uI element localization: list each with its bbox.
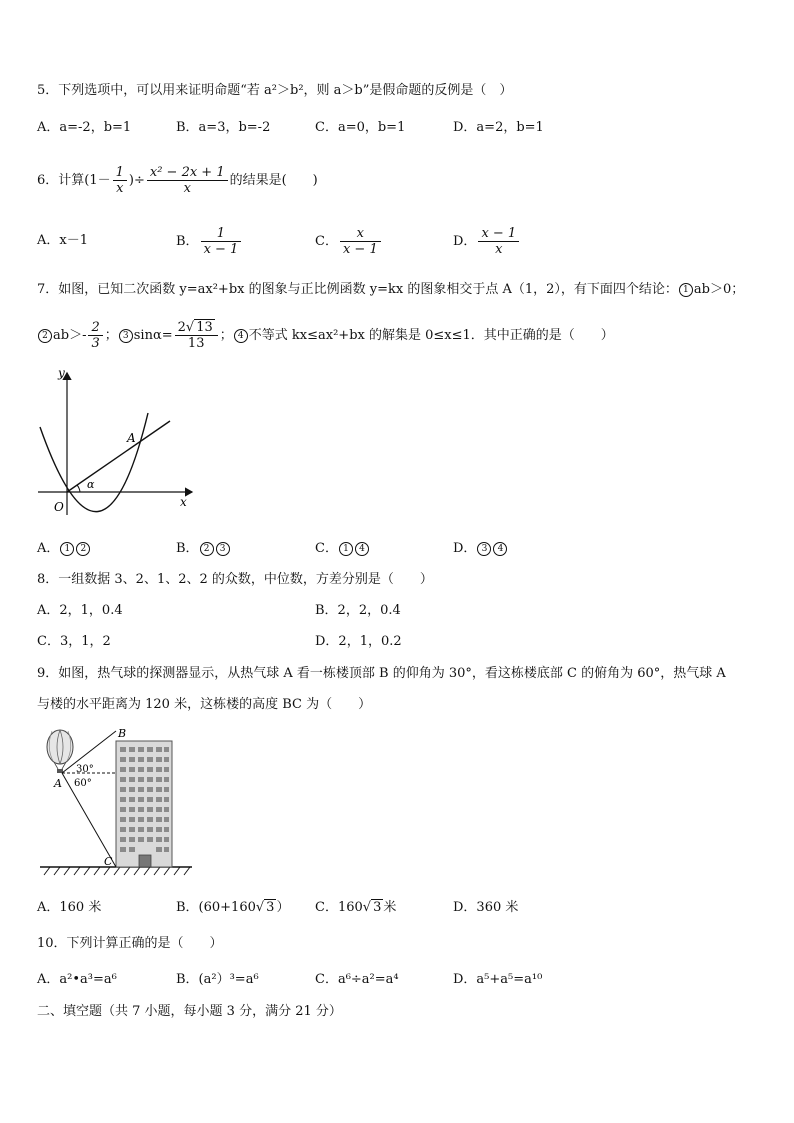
- q7-line2: 2 ab＞- $\frac{2}{3}$ ； 3 sinα= $\frac{2√ 13}{13}$ ； 4 不等式 kx≤ax²+bx 的解集是 0≤x≤1．其中正确的是（ ）: [37, 316, 614, 356]
- q9-option-b[interactable]: B．(60+160√ 3 ）: [176, 900, 290, 915]
- q6-frac1: $\frac{1}{x}$: [113, 165, 127, 196]
- q6-stem-post: 的结果是( ): [229, 173, 318, 188]
- q8-option-d[interactable]: D．2，1，0.2: [315, 634, 402, 649]
- proportional-line: [67, 421, 170, 492]
- graph-x-label: x: [180, 495, 187, 509]
- q10-option-c[interactable]: C．a⁶÷a²=a⁴: [315, 972, 399, 987]
- q5-option-a[interactable]: A．a=-2，b=1: [37, 120, 132, 135]
- section-2-heading: 二、填空题（共 7 小题，每小题 3 分，满分 21 分）: [37, 1004, 342, 1019]
- q7-graph: [30, 365, 200, 525]
- q5-option-c[interactable]: C．a=0，b=1: [315, 120, 406, 135]
- q5-stem: 5．下列选项中，可以用来证明命题“若 a²＞b²，则 a＞b”是假命题的反例是（ ）: [37, 83, 513, 98]
- q9-line2: 与楼的水平距离为 120 米，这栋楼的高度 BC 为（ ）: [37, 697, 372, 712]
- q10-option-b[interactable]: B．(a²）³=a⁶: [176, 972, 259, 987]
- q6-stem-mid: )÷: [128, 173, 145, 188]
- q8-stem: 8．一组数据 3、2、1、2、2 的众数，中位数，方差分别是（ ）: [37, 572, 433, 587]
- q6-frac2: $\frac{\text{x² − 2x + 1}}{x}$: [147, 165, 228, 196]
- fig-label-b: B: [118, 727, 127, 740]
- q6-option-b[interactable]: B． $\frac{1}{x - 1}$: [176, 222, 243, 262]
- graph-point-a-label: A: [127, 431, 136, 445]
- circled-3: 3: [119, 329, 133, 343]
- parabola: [40, 413, 148, 512]
- fig-angle-30: 30°: [76, 764, 94, 775]
- q6-stem-pre: 6．计算(1－: [37, 173, 111, 188]
- graph-origin-label: O: [54, 500, 64, 514]
- q10-option-d[interactable]: D．a⁵+a⁵=a¹⁰: [453, 972, 543, 987]
- q6-option-a[interactable]: A．x－1: [37, 233, 88, 248]
- circled-4: 4: [234, 329, 248, 343]
- q7-option-d[interactable]: D． 3 4: [453, 540, 508, 558]
- q8-option-a[interactable]: A．2，1，0.4: [37, 603, 123, 618]
- q7-option-c[interactable]: C． 1 4: [315, 540, 370, 558]
- hot-air-balloon-icon: [47, 730, 73, 773]
- ground-hatching: [44, 867, 190, 875]
- q7-option-b[interactable]: B． 2 3: [176, 540, 231, 558]
- q10-stem: 10．下列计算正确的是（ ）: [37, 936, 223, 951]
- q9-option-a[interactable]: A．160 米: [37, 900, 102, 915]
- graph-angle-label: α: [87, 478, 95, 491]
- circled-2: 2: [38, 329, 52, 343]
- q6-option-d[interactable]: D． $\frac{x - 1}{x}$: [453, 222, 521, 262]
- circled-1: 1: [679, 283, 693, 297]
- q5-option-d[interactable]: D．a=2，b=1: [453, 120, 544, 135]
- fig-label-c: C: [104, 855, 113, 868]
- q9-option-c[interactable]: C．160√ 3 米: [315, 900, 397, 915]
- q5-option-b[interactable]: B．a=3，b=-2: [176, 120, 271, 135]
- building-door: [139, 855, 151, 867]
- q9-figure: [36, 725, 196, 880]
- q7-option-a[interactable]: A． 1 2: [37, 540, 91, 558]
- q10-option-a[interactable]: A．a²•a³=a⁶: [37, 972, 117, 987]
- q6-option-c[interactable]: C． $\frac{x}{x - 1}$: [315, 222, 383, 262]
- fig-label-a: A: [54, 777, 62, 790]
- q6-stem: [37, 160, 318, 202]
- q9-line1: 9．如图，热气球的探测器显示，从热气球 A 看一栋楼顶部 B 的仰角为 30°，看这栋楼底部 C 的俯角为 60°，热气球 A: [37, 666, 726, 681]
- q8-option-c[interactable]: C．3，1，2: [37, 634, 111, 649]
- q9-option-d[interactable]: D．360 米: [453, 900, 519, 915]
- graph-y-label: y: [58, 366, 65, 380]
- q7-line1: 7．如图，已知二次函数 y=ax²+bx 的图象与正比例函数 y=kx 的图象相交于点 A（1，2），有下面四个结论： 1 ab＞0；: [37, 282, 745, 297]
- q8-option-b[interactable]: B．2，2，0.4: [315, 603, 401, 618]
- fig-angle-60: 60°: [74, 778, 92, 789]
